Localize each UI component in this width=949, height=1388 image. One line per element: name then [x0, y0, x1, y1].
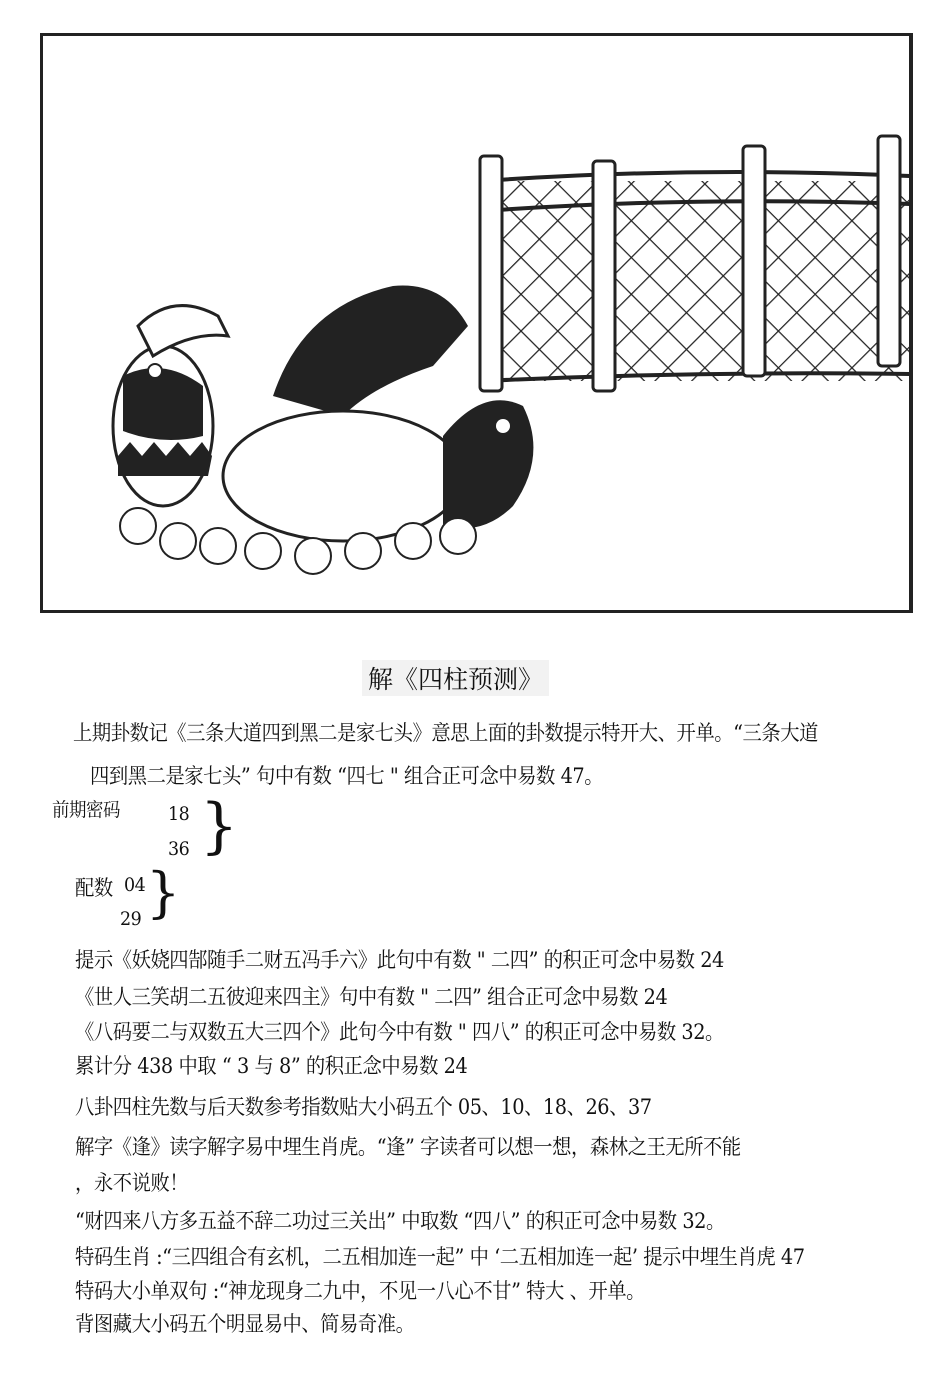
hint-line: 提示《妖娆四郜随手二财五冯手六》此句中有数 " 二四” 的积正可念中易数 24: [75, 948, 724, 972]
previous-code-number: 18: [168, 803, 190, 825]
pairing-number: 04: [124, 874, 146, 896]
intro-line-2: 四到黑二是家七头” 句中有数 “四七 " 组合正可念中易数 47。: [90, 764, 604, 788]
section-title: 解《四柱预测》: [362, 660, 549, 696]
hint-line: 特码生肖 :“三四组合有玄机，二五相加连一起” 中 ‘二五相加连一起’ 提示中埋生肖虎 47: [75, 1245, 805, 1269]
hint-line: 八卦四柱先数与后天数参考指数贴大小码五个 05、10、18、26、37: [75, 1095, 652, 1119]
previous-code-number: 36: [168, 838, 190, 860]
fence: [480, 136, 910, 391]
hint-line: ，永不说败！: [75, 1171, 189, 1195]
hint-line: 《八码要二与双数五大三四个》此句今中有数 " 四八” 的积正可念中易数 32。: [75, 1020, 724, 1044]
brace: }: [146, 861, 181, 924]
previous-code-label: 前期密码: [52, 799, 121, 821]
hint-line: 累计分 438 中取 “ 3 与 8” 的积正念中易数 24: [75, 1054, 468, 1078]
brace: }: [200, 791, 239, 861]
hint-line: 《世人三笑胡二五彼迎来四主》句中有数 " 二四” 组合正可念中易数 24: [75, 985, 668, 1009]
illustration-frame: [40, 33, 913, 613]
pairing-label: 配数: [75, 876, 113, 900]
rooster-hens-illustration: [43, 36, 910, 610]
hint-line: 特码大小单双句 :“神龙现身二九中，不见一八心不甘” 特大 、开单。: [75, 1279, 646, 1303]
hint-line: 解字《逢》读字解字易中埋生肖虎。“逢” 字读者可以想一想，森林之王无所不能: [75, 1135, 741, 1159]
intro-line-1: 上期卦数记《三条大道四到黑二是家七头》意思上面的卦数提示特开大、开单。“三条大道: [73, 721, 818, 745]
pairing-number: 29: [120, 908, 142, 930]
hint-line: 背图藏大小码五个明显易中、简易奇准。: [75, 1312, 415, 1336]
hint-line: “财四来八方多五益不辞二功过三关出” 中取数 “四八” 的积正可念中易数 32。: [75, 1209, 725, 1233]
